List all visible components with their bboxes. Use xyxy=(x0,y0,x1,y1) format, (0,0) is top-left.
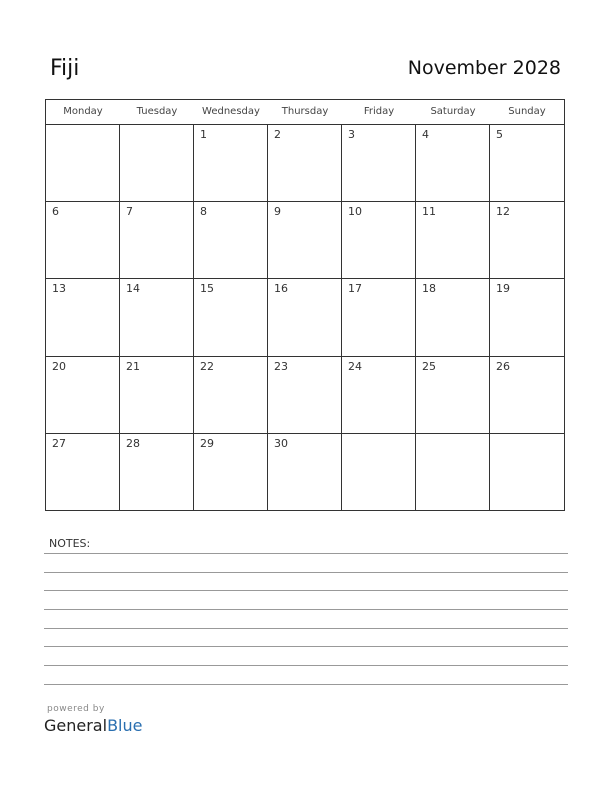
day-number: 17 xyxy=(348,282,362,296)
day-cell xyxy=(120,202,194,279)
day-cell xyxy=(46,357,120,434)
weekday-tuesday: Tuesday xyxy=(136,106,178,117)
notes-label: NOTES: xyxy=(49,537,91,550)
note-line xyxy=(44,609,568,610)
powered-by-label: powered by xyxy=(47,704,105,714)
day-number: 28 xyxy=(126,436,140,450)
day-number: 1 xyxy=(200,128,207,141)
day-cell xyxy=(342,279,416,356)
day-number: 20 xyxy=(52,359,66,373)
day-number: 3 xyxy=(348,128,355,141)
day-cell xyxy=(416,357,490,434)
weekday-wednesday: Wednesday xyxy=(202,106,260,117)
day-cell xyxy=(342,357,416,434)
day-number: 19 xyxy=(496,282,510,296)
day-cell xyxy=(268,434,342,511)
day-cell xyxy=(490,279,564,356)
day-number: 2 xyxy=(274,128,281,141)
weekday-monday: Monday xyxy=(63,106,103,117)
day-number: 23 xyxy=(274,359,288,373)
day-cell xyxy=(120,357,194,434)
day-number: 30 xyxy=(274,436,288,450)
generalblue-logo[interactable] xyxy=(44,716,142,735)
day-cell xyxy=(46,434,120,511)
day-cell xyxy=(194,279,268,356)
calendar-grid xyxy=(45,99,565,511)
day-cell xyxy=(120,434,194,511)
day-cell xyxy=(416,202,490,279)
day-cell xyxy=(490,202,564,279)
day-cell xyxy=(268,202,342,279)
day-cell xyxy=(194,125,268,202)
day-cell xyxy=(490,357,564,434)
day-number: 13 xyxy=(52,282,66,296)
note-line xyxy=(44,628,568,629)
day-cell xyxy=(342,125,416,202)
day-number: 25 xyxy=(422,359,436,373)
note-line xyxy=(44,553,568,554)
day-number: 26 xyxy=(496,359,510,373)
day-number: 24 xyxy=(348,359,362,373)
day-cell xyxy=(46,202,120,279)
day-cell xyxy=(268,357,342,434)
day-cells xyxy=(46,125,564,511)
month-year-title: November 2028 xyxy=(407,57,561,79)
day-cell xyxy=(416,434,490,511)
weekday-sunday: Sunday xyxy=(508,106,546,117)
day-number: 9 xyxy=(274,205,281,219)
weekday-friday: Friday xyxy=(363,106,395,117)
country-title: Fiji xyxy=(50,56,80,81)
day-number: 22 xyxy=(200,359,214,373)
weekday-header xyxy=(46,100,564,125)
day-cell xyxy=(120,279,194,356)
note-line xyxy=(44,684,568,685)
day-number: 18 xyxy=(422,282,436,296)
brand-part-blue: Blue xyxy=(107,716,143,735)
day-number: 15 xyxy=(200,282,214,296)
day-number: 14 xyxy=(126,282,140,296)
day-number: 16 xyxy=(274,282,288,296)
weekday-thursday: Thursday xyxy=(281,106,329,117)
day-cell xyxy=(342,434,416,511)
day-number: 29 xyxy=(200,436,214,450)
day-cell xyxy=(268,279,342,356)
day-cell xyxy=(490,125,564,202)
note-line xyxy=(44,590,568,591)
day-number: 8 xyxy=(200,205,207,219)
day-number: 7 xyxy=(126,205,133,219)
day-cell xyxy=(342,202,416,279)
note-line xyxy=(44,572,568,573)
day-cell xyxy=(194,202,268,279)
note-line xyxy=(44,665,568,666)
day-number: 11 xyxy=(422,205,436,219)
day-number: 5 xyxy=(496,128,503,141)
brand-part-general: General xyxy=(44,716,108,735)
day-cell xyxy=(416,279,490,356)
day-cell xyxy=(194,434,268,511)
weekday-saturday: Saturday xyxy=(430,106,476,117)
day-cell xyxy=(120,125,194,202)
day-number: 12 xyxy=(496,205,510,219)
day-number: 4 xyxy=(422,128,429,141)
note-line xyxy=(44,646,568,647)
day-number: 6 xyxy=(52,205,59,219)
day-cell xyxy=(194,357,268,434)
day-number: 10 xyxy=(348,205,362,219)
day-cell xyxy=(268,125,342,202)
day-cell xyxy=(46,279,120,356)
day-cell xyxy=(416,125,490,202)
day-cell xyxy=(46,125,120,202)
day-number: 21 xyxy=(126,359,140,373)
day-number: 27 xyxy=(52,436,66,450)
day-cell xyxy=(490,434,564,511)
